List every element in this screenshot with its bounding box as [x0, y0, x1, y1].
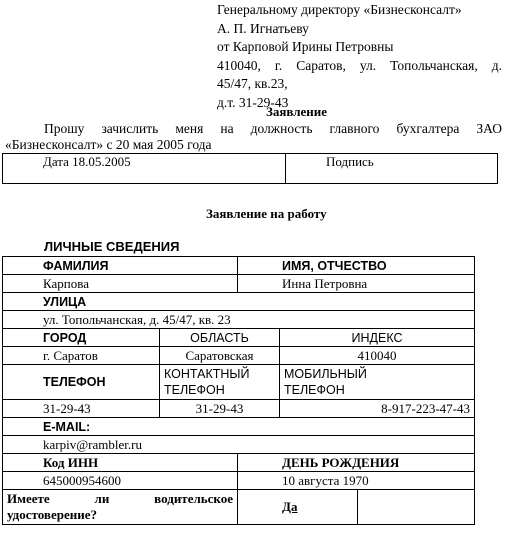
email-value: karpiv@rambler.ru: [3, 436, 475, 454]
date-sign-table: [2, 153, 498, 184]
contact-phone-label: [160, 365, 280, 400]
date-cell: Дата 18.05.2005: [3, 154, 286, 184]
region-label: ОБЛАСТЬ: [160, 329, 280, 347]
recipient-line-3: от Карповой Ирины Петровны: [217, 39, 394, 54]
street-label: УЛИЦА: [3, 293, 475, 311]
contact-phone-value: 31-29-43: [160, 400, 280, 418]
section-personal: ЛИЧНЫЕ СВЕДЕНИЯ: [44, 239, 180, 254]
statement-body-line-2: «Бизнесконсалт» с 20 мая 2005 года: [5, 137, 212, 152]
name-value: Инна Петровна: [238, 275, 475, 293]
form-title: Заявление на работу: [206, 206, 327, 221]
recipient-block: [217, 1, 502, 112]
mobile-label-line-1: МОБИЛЬНЫЙ: [284, 367, 367, 381]
license-empty-cell: [358, 490, 475, 525]
statement-title: Заявление: [266, 104, 328, 119]
city-value: г. Саратов: [3, 347, 160, 365]
street-value: ул. Топольчанская, д. 45/47, кв. 23: [3, 311, 475, 329]
phone-value: 31-29-43: [3, 400, 160, 418]
license-question-line-1: Имеете ли водительское: [7, 491, 233, 506]
birthday-label: ДЕНЬ РОЖДЕНИЯ: [238, 454, 475, 472]
surname-label: ФАМИЛИЯ: [3, 257, 238, 275]
recipient-line-1: Генеральному директору «Бизнесконсалт»: [217, 2, 462, 17]
email-label: E-MAIL:: [3, 418, 475, 436]
recipient-line-6: д.т. 31-29-43: [217, 94, 289, 110]
inn-label: Код ИНН: [3, 454, 238, 472]
contact-phone-label-line-1: КОНТАКТНЫЙ: [164, 367, 250, 381]
mobile-label: [280, 365, 475, 400]
contact-phone-label-line-2: ТЕЛЕФОН: [164, 383, 225, 397]
license-question-line-2: удостоверение?: [7, 507, 97, 522]
license-question: [3, 490, 238, 525]
recipient-line-4: 410040, г. Саратов, ул. Топольчанская, д.: [217, 57, 502, 73]
city-label: ГОРОД: [3, 329, 160, 347]
sign-cell: Подпись: [286, 154, 498, 184]
recipient-line-5: 45/47, кв.23,: [217, 76, 288, 91]
mobile-value: 8-917-223-47-43: [280, 400, 475, 418]
index-label: ИНДЕКС: [280, 329, 475, 347]
recipient-line-2: А. П. Игнатьеву: [217, 20, 309, 36]
statement-body-line-1: Прошу зачислить меня на должность главного бухгалтера ЗАО: [44, 121, 502, 136]
surname-value: Карпова: [3, 275, 238, 293]
mobile-label-line-2: ТЕЛЕФОН: [284, 383, 345, 397]
birthday-value: 10 августа 1970: [238, 472, 475, 490]
license-answer: Да: [238, 490, 358, 525]
name-label: ИМЯ, ОТЧЕСТВО: [238, 257, 475, 275]
index-value: 410040: [280, 347, 475, 365]
application-form-table: [2, 256, 475, 525]
inn-value: 645000954600: [3, 472, 238, 490]
phone-label: ТЕЛЕФОН: [3, 365, 160, 400]
region-value: Саратовская: [160, 347, 280, 365]
